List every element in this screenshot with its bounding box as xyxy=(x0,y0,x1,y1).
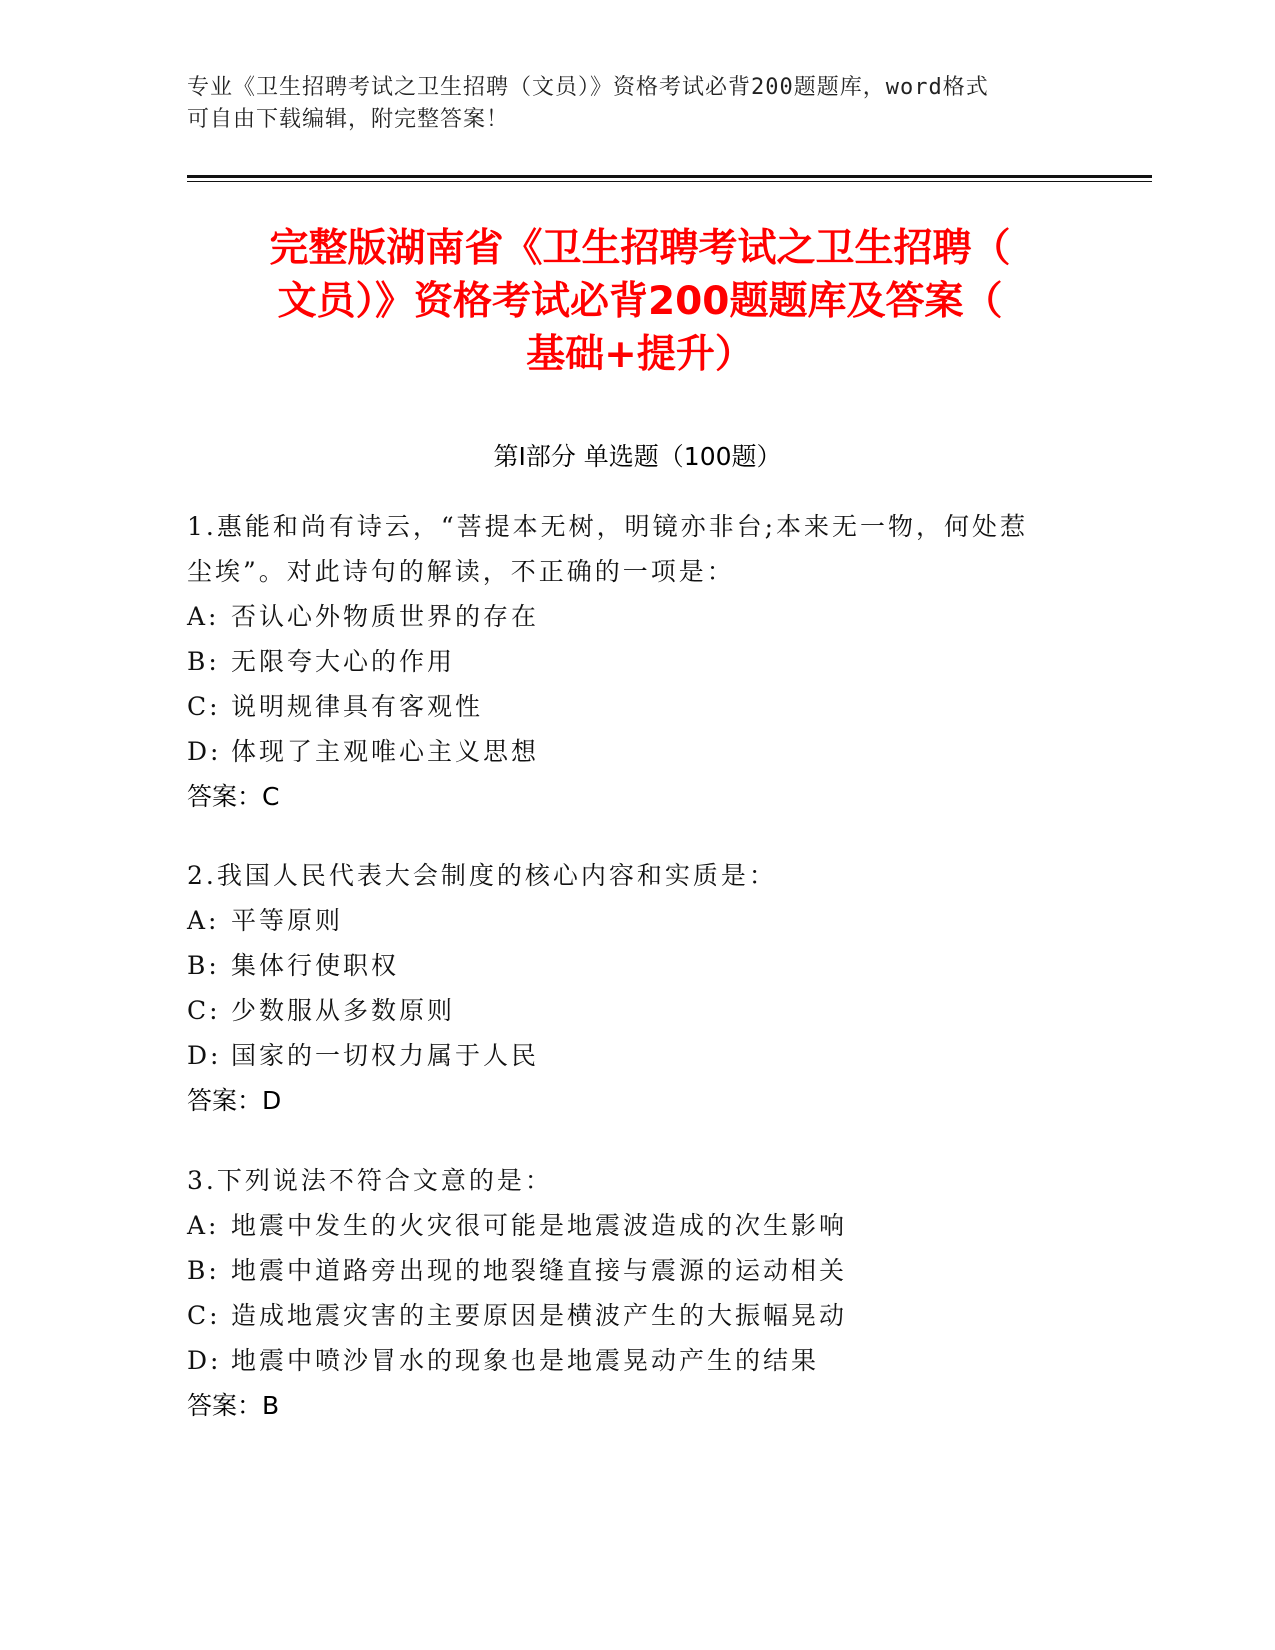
document-title xyxy=(190,222,1090,381)
header-note xyxy=(187,72,1067,136)
option-letter: C: xyxy=(187,692,221,721)
option-text: 造成地震灾害的主要原因是横波产生的大振幅晃动 xyxy=(231,1301,848,1330)
section-heading: 第Ⅰ部分 单选题（100题） xyxy=(493,442,782,471)
question-3 xyxy=(187,1158,1087,1428)
option-letter: A: xyxy=(187,602,220,631)
option-letter: A: xyxy=(187,906,220,935)
option-text: 否认心外物质世界的存在 xyxy=(231,602,540,631)
question-stem-continued: 尘埃”。对此诗句的解读，不正确的一项是： xyxy=(187,557,735,586)
option-b xyxy=(187,943,1087,988)
question-2 xyxy=(187,853,1087,1123)
title-line-1: 完整版湖南省《卫生招聘考试之卫生招聘（ xyxy=(269,226,1011,271)
option-a xyxy=(187,594,1087,639)
answer-label: 答案：D xyxy=(187,1086,282,1115)
option-text: 地震中道路旁出现的地裂缝直接与震源的运动相关 xyxy=(231,1256,848,1285)
option-b xyxy=(187,639,1087,684)
header-divider-thick xyxy=(187,175,1152,178)
option-c xyxy=(187,684,1087,729)
option-text: 地震中发生的火灾很可能是地震波造成的次生影响 xyxy=(231,1211,848,1240)
option-b xyxy=(187,1248,1087,1293)
answer-label: 答案：B xyxy=(187,1391,280,1420)
question-stem: 2.我国人民代表大会制度的核心内容和实质是： xyxy=(187,861,777,890)
option-text: 集体行使职权 xyxy=(231,951,400,980)
option-a xyxy=(187,1203,1087,1248)
option-text: 体现了主观唯心主义思想 xyxy=(231,737,540,766)
header-note-line-2: 可自由下载编辑，附完整答案！ xyxy=(187,107,510,132)
option-letter: C: xyxy=(187,1301,221,1330)
answer-label: 答案：C xyxy=(187,782,280,811)
option-c xyxy=(187,1293,1087,1338)
option-d xyxy=(187,1033,1087,1078)
option-text: 地震中喷沙冒水的现象也是地震晃动产生的结果 xyxy=(231,1346,820,1375)
option-text: 少数服从多数原则 xyxy=(231,996,456,1025)
option-letter: D: xyxy=(187,737,222,766)
option-letter: A: xyxy=(187,1211,220,1240)
option-letter: D: xyxy=(187,1346,222,1375)
header-note-line-1: 专业《卫生招聘考试之卫生招聘（文员）》资格考试必背200题题库，word格式 xyxy=(187,75,989,100)
question-stem: 1.惠能和尚有诗云，“菩提本无树，明镜亦非台;本来无一物，何处惹 xyxy=(187,512,1029,541)
option-a xyxy=(187,898,1087,943)
option-c xyxy=(187,988,1087,1033)
option-letter: B: xyxy=(187,1256,220,1285)
option-letter: B: xyxy=(187,951,220,980)
option-text: 无限夸大心的作用 xyxy=(231,647,456,676)
title-line-2: 文员）》资格考试必背200题题库及答案（ xyxy=(277,279,1003,324)
question-1 xyxy=(187,504,1087,819)
option-letter: C: xyxy=(187,996,221,1025)
header-divider-thin xyxy=(187,181,1152,182)
option-text: 国家的一切权力属于人民 xyxy=(231,1041,540,1070)
option-text: 平等原则 xyxy=(231,906,344,935)
option-letter: D: xyxy=(187,1041,222,1070)
option-d xyxy=(187,1338,1087,1383)
title-line-3: 基础+提升） xyxy=(526,332,754,377)
option-letter: B: xyxy=(187,647,220,676)
option-text: 说明规律具有客观性 xyxy=(231,692,484,721)
question-stem: 3.下列说法不符合文意的是： xyxy=(187,1166,553,1195)
option-d xyxy=(187,729,1087,774)
